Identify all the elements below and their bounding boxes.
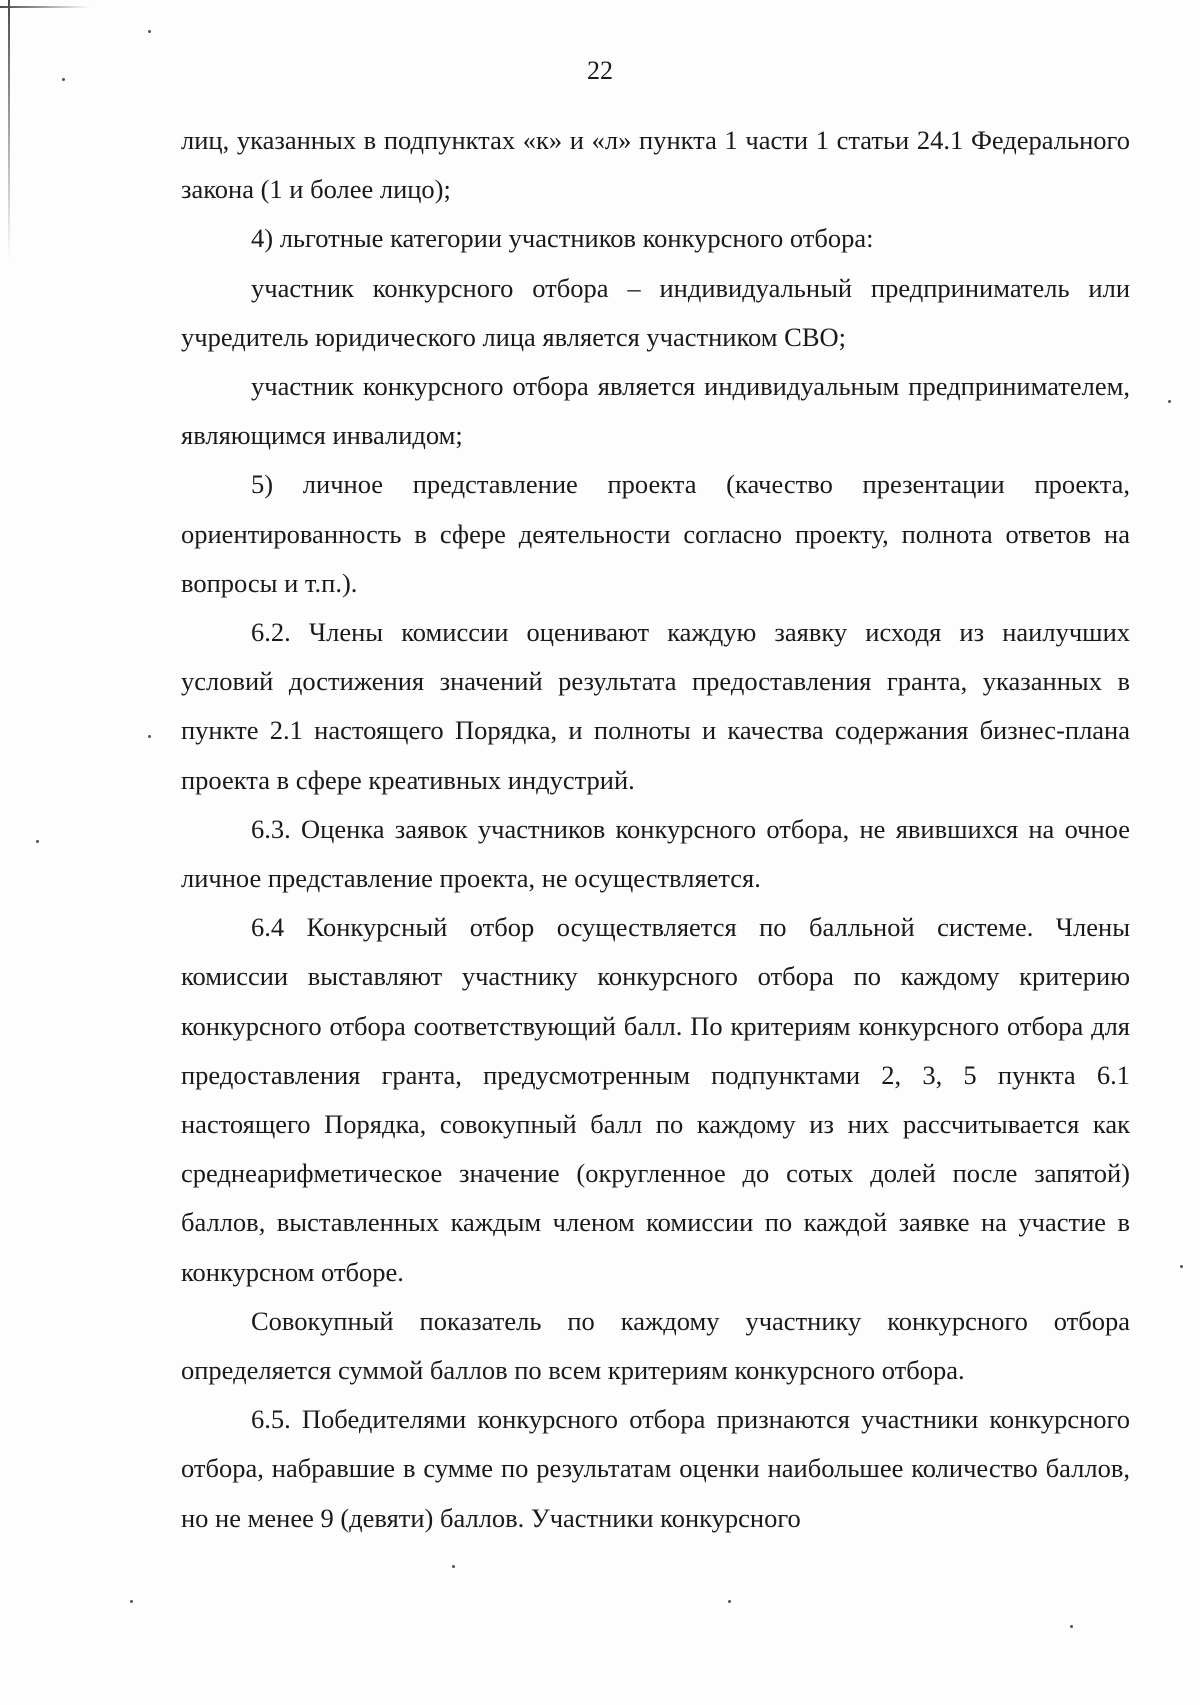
document-body — [181, 116, 1130, 1543]
paragraph: 5) личное представление проекта (качество презентации проекта, ориентированность в сфере деятельности согласно проекту, полнота ответов на вопросы и т.п.). — [181, 469, 1130, 598]
scan-speck — [130, 1600, 133, 1603]
scan-speck — [148, 30, 151, 33]
scan-speck — [148, 735, 151, 738]
scan-speck — [728, 1600, 731, 1603]
paragraph: 6.4 Конкурсный отбор осуществляется по балльной системе. Члены комиссии выставляют участнику конкурсного отбора по каждому критерию конкурсного отбора соответствующий балл. По критериям конкурсного отбора для предоставления гранта, предусмотренным подпунктами 2, 3, 5 пункта 6.1 настоящего Порядка, совокупный балл по каждому из них рассчитывается как среднеарифметическое значение (округленное до сотых долей после запятой) баллов, выставленных каждым членом комиссии по каждой заявке на участие в конкурсном отборе. — [181, 912, 1130, 1287]
paragraph: 6.5. Победителями конкурсного отбора признаются участники конкурсного отбора, набравшие в сумме по результатам оценки наибольшее количество баллов, но не менее 9 (девяти) баллов. Участники конкурсного — [181, 1404, 1130, 1533]
scan-speck — [36, 840, 39, 843]
scan-speck — [1180, 1265, 1183, 1268]
scan-speck — [1168, 400, 1171, 403]
paragraph: участник конкурсного отбора – индивидуальный предприниматель или учредитель юридического лица является участником СВО; — [181, 272, 1130, 352]
paragraph: 4) льготные категории участников конкурсного отбора: — [251, 223, 874, 254]
page-number: 22 — [587, 56, 613, 85]
paragraph: участник конкурсного отбора является индивидуальным предпринимателем, являющимся инвалидом; — [181, 371, 1130, 451]
paragraph: 6.2. Члены комиссии оценивают каждую заявку исходя из наилучших условий достижения значений результата предоставления гранта, указанных в пункте 2.1 настоящего Порядка, и полноты и качества содержания бизнес-плана проекта в сфере креативных индустрий. — [181, 617, 1130, 795]
paragraph: 6.3. Оценка заявок участников конкурсного отбора, не явившихся на очное личное представление проекта, не осуществляется. — [181, 813, 1130, 894]
scan-edge-artifact — [8, 0, 10, 260]
paragraph: лиц, указанных в подпунктах «к» и «л» пункта 1 части 1 статьи 24.1 Федерального закона (1 и более лицо); — [181, 125, 1130, 205]
scan-edge-artifact — [0, 6, 90, 8]
scan-speck — [1070, 1625, 1073, 1628]
scan-speck — [452, 1565, 455, 1568]
paragraph: Совокупный показатель по каждому участнику конкурсного отбора определяется суммой баллов по всем критериям конкурсного отбора. — [181, 1305, 1130, 1386]
